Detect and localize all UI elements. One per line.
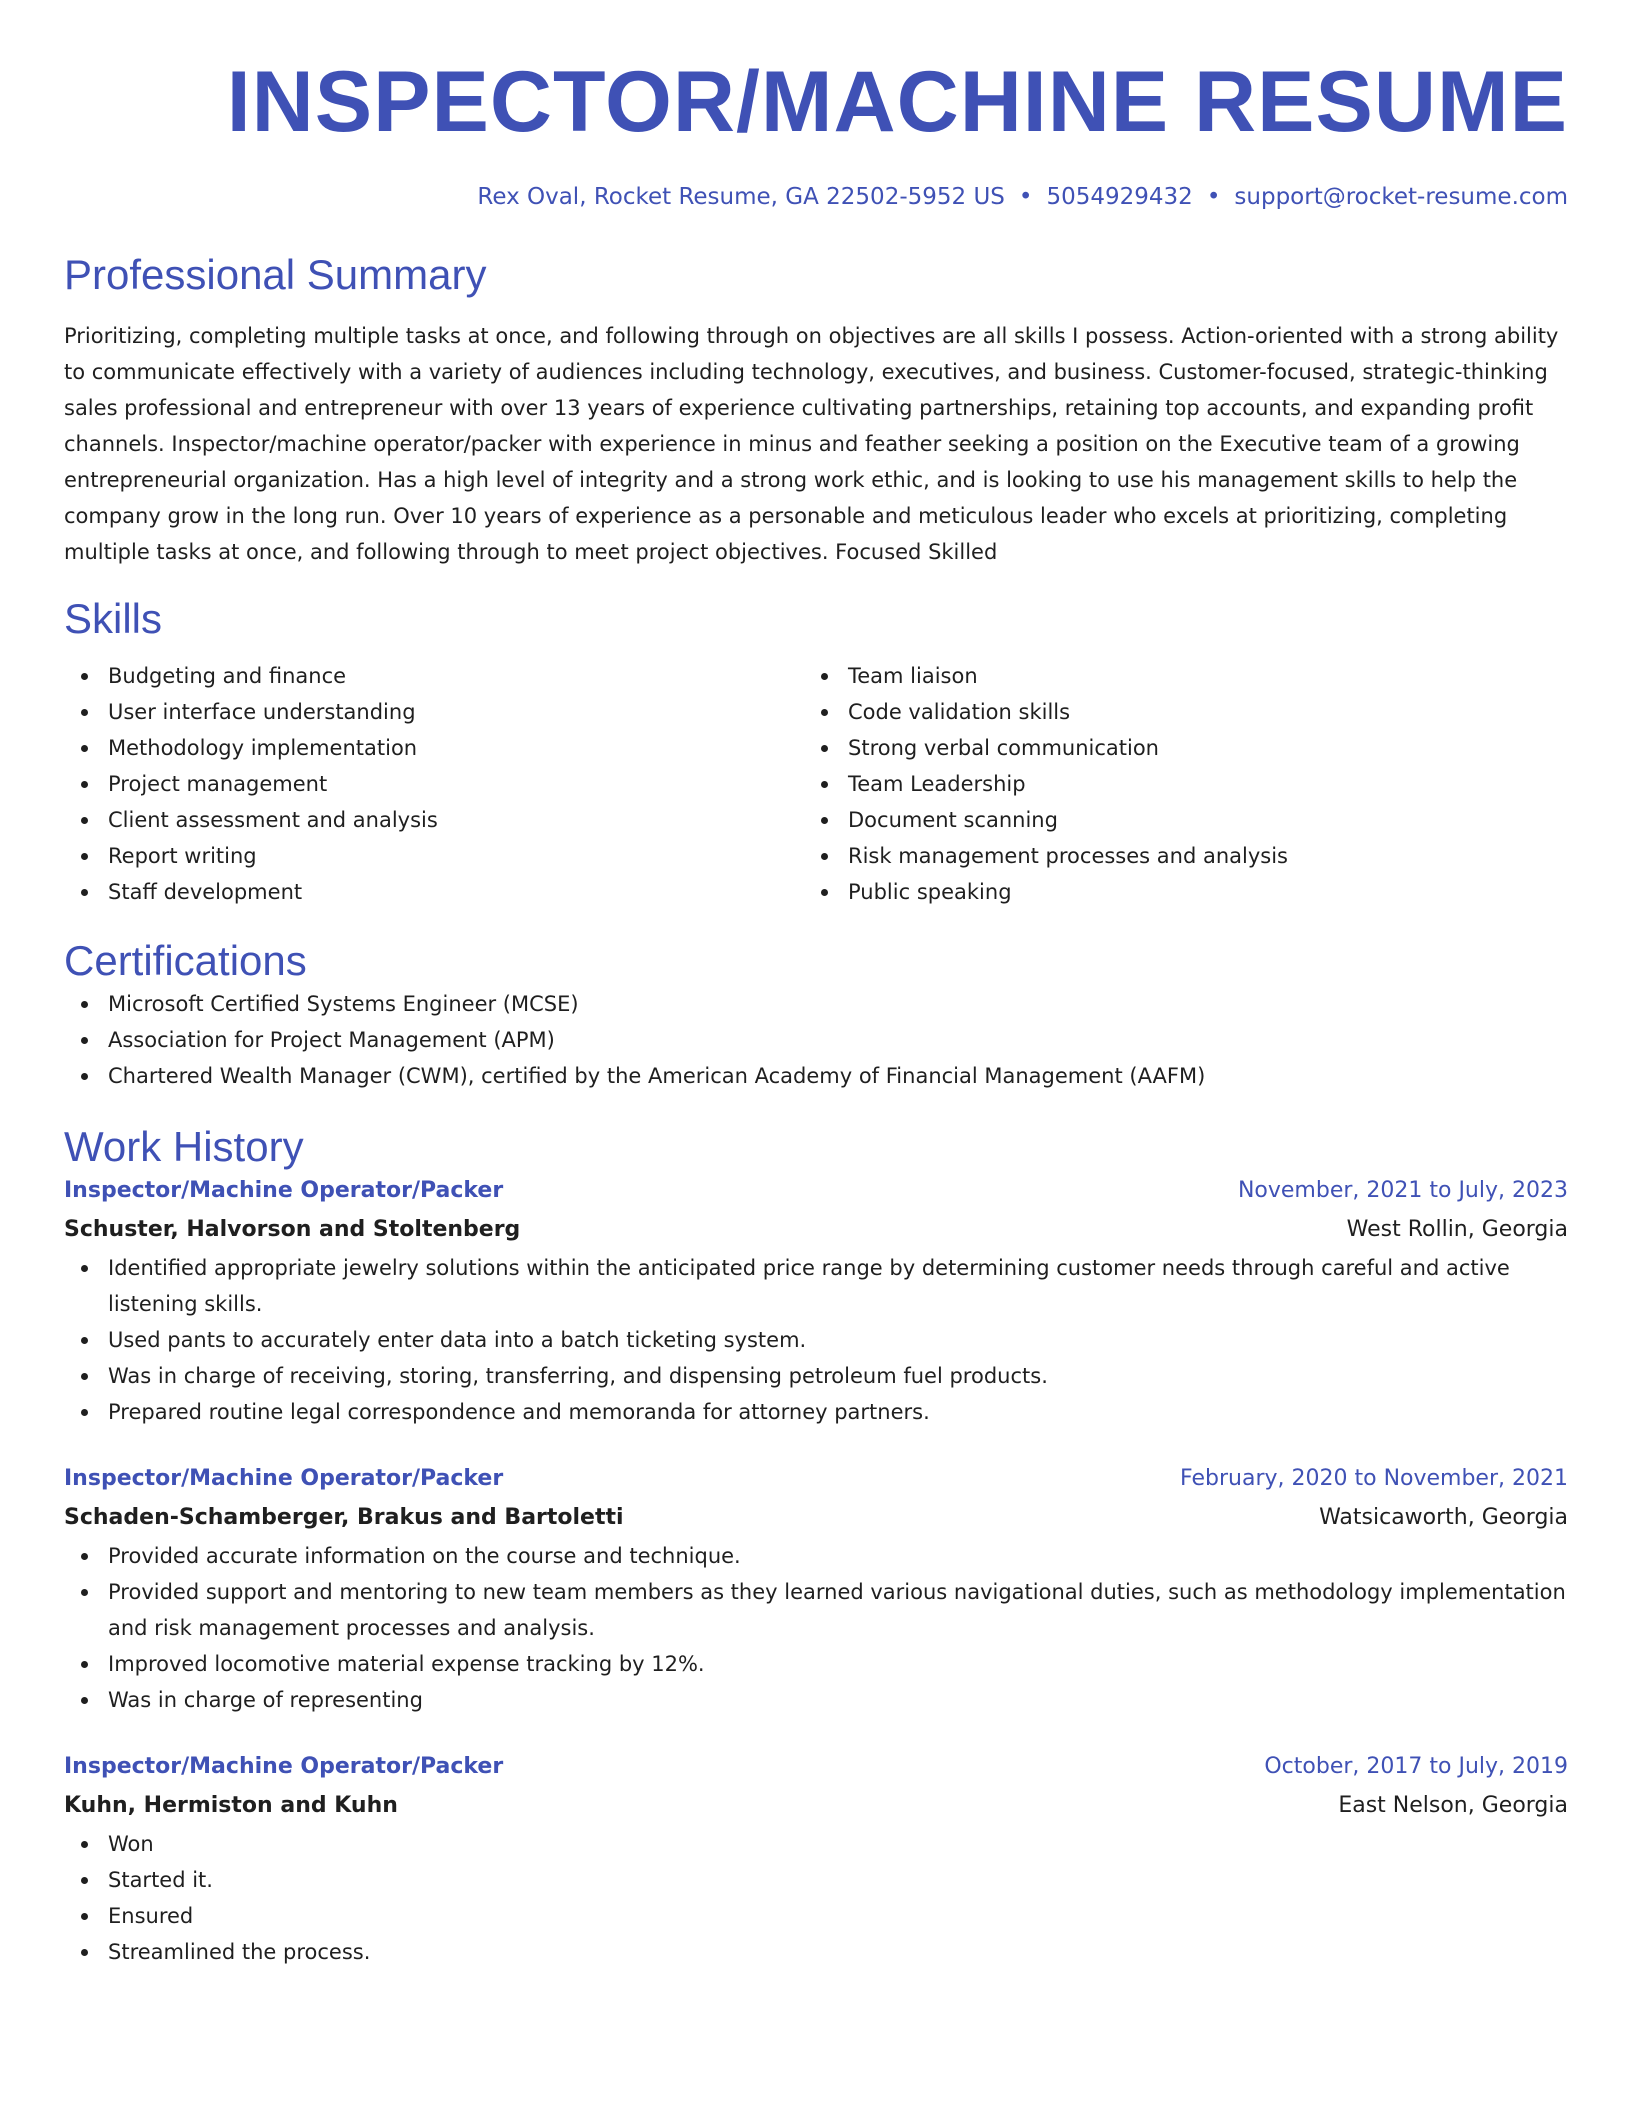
- skill-item: Risk management processes and analysis: [804, 838, 1544, 874]
- job-bullet: Streamlined the process.: [64, 1934, 1568, 1970]
- job-bullet: Identified appropriate jewelry solutions within the anticipated price range by determining customer needs through careful and active listening skills.: [64, 1250, 1568, 1322]
- job-title-row: [64, 1172, 1568, 1210]
- skill-item: Strong verbal communication: [804, 730, 1544, 766]
- job-bullet: Ensured: [64, 1898, 1568, 1934]
- job-company-row: [64, 1498, 1568, 1538]
- job-entry: [64, 1460, 1568, 1718]
- job-bullets: [64, 1826, 1568, 1970]
- job-bullets: [64, 1538, 1568, 1718]
- job-entry: [64, 1748, 1568, 1970]
- contact-phone: 5054929432: [1046, 184, 1193, 210]
- contact-separator: •: [1018, 184, 1033, 210]
- summary-text: Prioritizing, completing multiple tasks at once, and following through on objectives are all skills I possess. Action-oriented with a strong ability to communicate effectively with a variety of audiences including technology, executives, and business. Customer-focused, strategic-thinking sales professional and entrepreneur with over 13 years of experience cultivating partnerships, retaining top accounts, and expanding profit channels. Inspector/machine operator/packer with experience in minus and feather seeking a position on the Executive team of a growing entrepreneurial organization. Has a high level of integrity and a strong work ethic, and is looking to use his management skills to help the company grow in the long run. Over 10 years of experience as a personable and meticulous leader who excels at prioritizing, completing multiple tasks at once, and following through to meet project objectives. Focused Skilled: [64, 324, 1559, 564]
- job-bullet: Prepared routine legal correspondence and memoranda for attorney partners.: [64, 1394, 1568, 1430]
- job-bullet: Started it.: [64, 1862, 1568, 1898]
- certification-item: Microsoft Certified Systems Engineer (MCSE): [64, 986, 1568, 1022]
- job-bullet: Provided support and mentoring to new team members as they learned various navigational duties, such as methodology implementation and risk management processes and analysis.: [64, 1574, 1568, 1646]
- skill-item: Project management: [64, 766, 804, 802]
- resume-header: [64, 0, 1568, 212]
- job-bullets: [64, 1250, 1568, 1430]
- certifications-list: [64, 986, 1568, 1094]
- skills-list: [64, 658, 1568, 910]
- skill-item: Staff development: [64, 874, 804, 910]
- job-bullet: Provided accurate information on the course and technique.: [64, 1538, 1568, 1574]
- job-bullet: Was in charge of representing: [64, 1682, 1568, 1718]
- job-location: Watsicaworth, Georgia: [1319, 1505, 1568, 1530]
- contact-email[interactable]: support@rocket-resume.com: [1234, 184, 1568, 210]
- job-title: Inspector/Machine Operator/Packer: [64, 1754, 504, 1779]
- job-location: West Rollin, Georgia: [1346, 1217, 1568, 1242]
- resume-title: INSPECTOR/MACHINE RESUME: [226, 54, 1568, 150]
- job-company-row: [64, 1786, 1568, 1826]
- certification-item: Association for Project Management (APM): [64, 1022, 1568, 1058]
- job-dates: November, 2021 to July, 2023: [1237, 1178, 1568, 1203]
- job-company: Schaden-Schamberger, Brakus and Bartoletti: [64, 1505, 624, 1530]
- summary-heading: Professional Summary: [64, 251, 487, 298]
- skill-item: Code validation skills: [804, 694, 1544, 730]
- job-entry: [64, 1172, 1568, 1430]
- job-dates: February, 2020 to November, 2021: [1180, 1466, 1568, 1491]
- contact-address: Rex Oval, Rocket Resume, GA 22502-5952 US: [477, 184, 1005, 210]
- job-company: Kuhn, Hermiston and Kuhn: [64, 1793, 398, 1818]
- skill-item: Methodology implementation: [64, 730, 804, 766]
- job-company-row: [64, 1210, 1568, 1250]
- job-bullet: Improved locomotive material expense tracking by 12%.: [64, 1646, 1568, 1682]
- skills-heading: Skills: [64, 595, 163, 642]
- job-bullet: Was in charge of receiving, storing, transferring, and dispensing petroleum fuel products.: [64, 1358, 1568, 1394]
- skills-left-column: [64, 658, 804, 910]
- skill-item: Document scanning: [804, 802, 1544, 838]
- job-dates: October, 2017 to July, 2019: [1264, 1754, 1568, 1779]
- job-company: Schuster, Halvorson and Stoltenberg: [64, 1217, 521, 1242]
- job-title-row: [64, 1460, 1568, 1498]
- skill-item: Client assessment and analysis: [64, 802, 804, 838]
- work-history-heading: Work History: [64, 1123, 304, 1170]
- contact-separator: •: [1206, 184, 1221, 210]
- certifications-heading: Certifications: [64, 937, 307, 984]
- job-title-row: [64, 1748, 1568, 1786]
- skill-item: User interface understanding: [64, 694, 804, 730]
- job-title: Inspector/Machine Operator/Packer: [64, 1466, 504, 1491]
- skill-item: Team liaison: [804, 658, 1544, 694]
- skills-right-column: [804, 658, 1544, 910]
- certification-item: Chartered Wealth Manager (CWM), certified by the American Academy of Financial Management (AAFM): [64, 1058, 1568, 1094]
- job-bullet: Won: [64, 1826, 1568, 1862]
- job-location: East Nelson, Georgia: [1338, 1793, 1568, 1818]
- job-bullet: Used pants to accurately enter data into a batch ticketing system.: [64, 1322, 1568, 1358]
- skill-item: Team Leadership: [804, 766, 1544, 802]
- skill-item: Budgeting and finance: [64, 658, 804, 694]
- job-title: Inspector/Machine Operator/Packer: [64, 1178, 504, 1203]
- skill-item: Public speaking: [804, 874, 1544, 910]
- skill-item: Report writing: [64, 838, 804, 874]
- contact-line: [64, 182, 1568, 212]
